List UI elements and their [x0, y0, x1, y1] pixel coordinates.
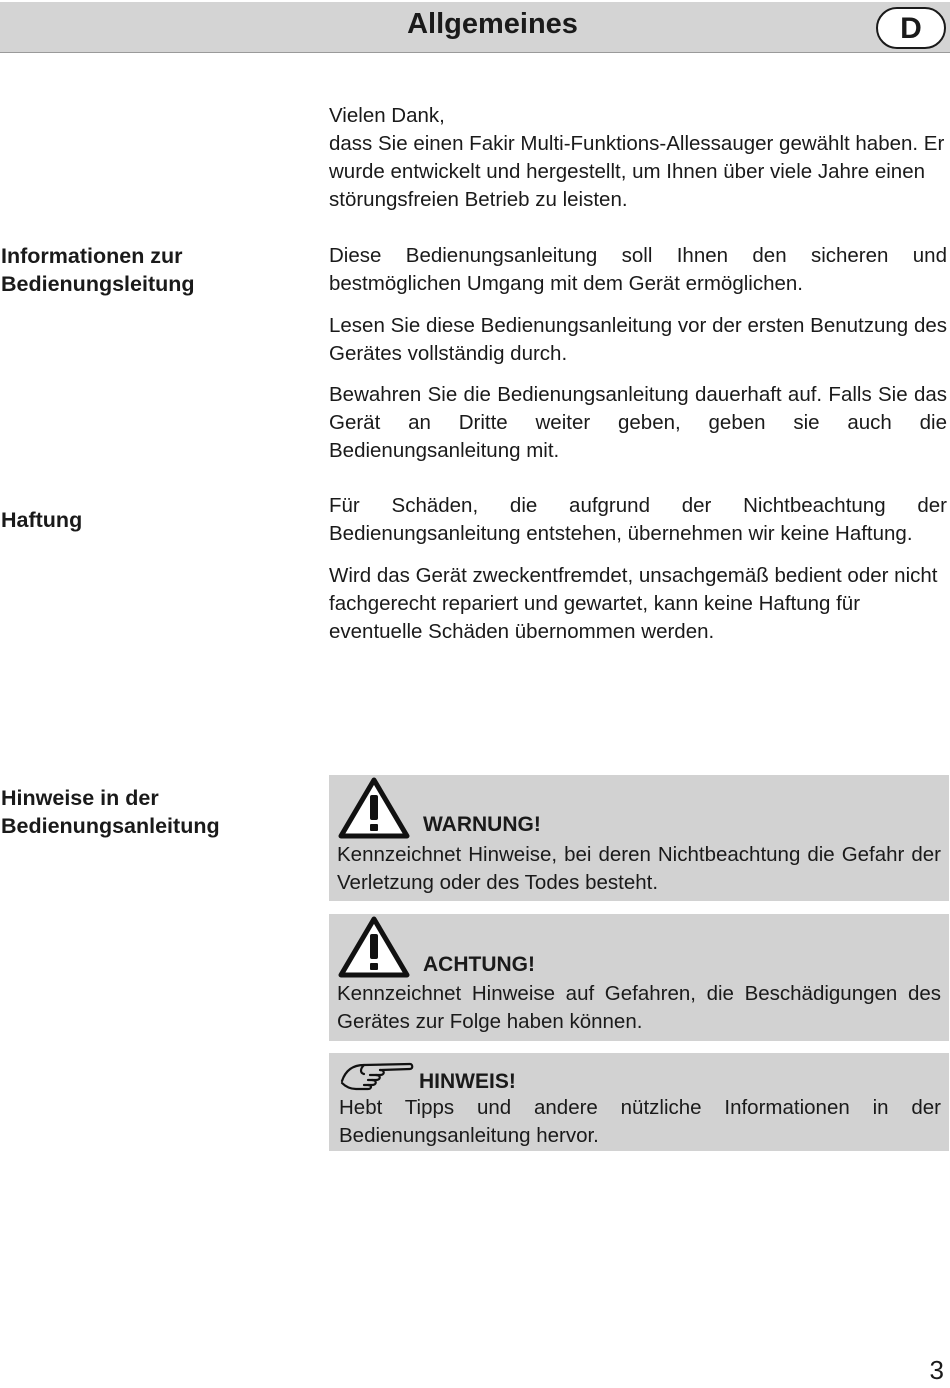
- warning-text: Kennzeichnet Hinweise, bei deren Nichtbeachtung die Gefahr der Verletzung oder des Todes besteht.: [337, 843, 941, 894]
- liability-paragraph-2: Wird das Gerät zweckentfremdet, unsachgemäß bedient oder nicht fachgerecht repariert und gewartet, kann keine Haftung für eventuelle Schäden übernommen werden.: [329, 564, 938, 643]
- page-header: [0, 2, 950, 53]
- warning-triangle-icon: [338, 916, 410, 978]
- info-paragraph-3: Bewahren Sie die Bedienungsanleitung dauerhaft auf. Falls Sie das Gerät an Dritte weiter geben, geben sie auch die Bedienungsanleitung mit.: [329, 383, 947, 462]
- section-heading-liability: Haftung: [1, 508, 83, 532]
- info-paragraph-2: Lesen Sie diese Bedienungsanleitung vor der ersten Benutzung des Gerätes vollständig durch.: [329, 314, 947, 365]
- info-paragraph-1: Diese Bedienungsanleitung soll Ihnen den sicheren und bestmöglichen Umgang mit dem Gerät ermöglichen.: [329, 244, 947, 295]
- hint-title: HINWEIS!: [419, 1070, 516, 1093]
- hint-text: Hebt Tipps und andere nützliche Informationen in der Bedienungsanleitung hervor.: [339, 1096, 941, 1147]
- warning-triangle-icon: [338, 777, 410, 839]
- section-heading-info: Informationen zur Bedienungsleitung: [1, 244, 195, 296]
- language-badge: D: [876, 7, 946, 49]
- page-number: 3: [929, 1355, 944, 1385]
- intro-paragraph: Vielen Dank, dass Sie einen Fakir Multi-Funktions-Allessauger gewählt haben. Er wurde entwickelt und hergestellt, um Ihnen über viele Jahre einen störungsfreien Betrieb zu leisten.: [329, 104, 945, 211]
- caution-text: Kennzeichnet Hinweise auf Gefahren, die Beschädigungen des Gerätes zur Folge haben können.: [337, 982, 941, 1033]
- pointing-hand-icon: [340, 1059, 414, 1091]
- caution-notice: [329, 914, 949, 1041]
- liability-paragraph-1: Für Schäden, die aufgrund der Nichtbeachtung der Bedienungsanleitung entstehen, übernehmen wir keine Haftung.: [329, 494, 947, 545]
- hint-notice: [329, 1053, 949, 1151]
- warning-notice: [329, 775, 949, 901]
- page-title: Allgemeines: [407, 8, 578, 40]
- caution-title: ACHTUNG!: [423, 953, 535, 976]
- section-heading-notes: Hinweise in der Bedienungsanleitung: [1, 786, 220, 838]
- warning-title: WARNUNG!: [423, 813, 541, 836]
